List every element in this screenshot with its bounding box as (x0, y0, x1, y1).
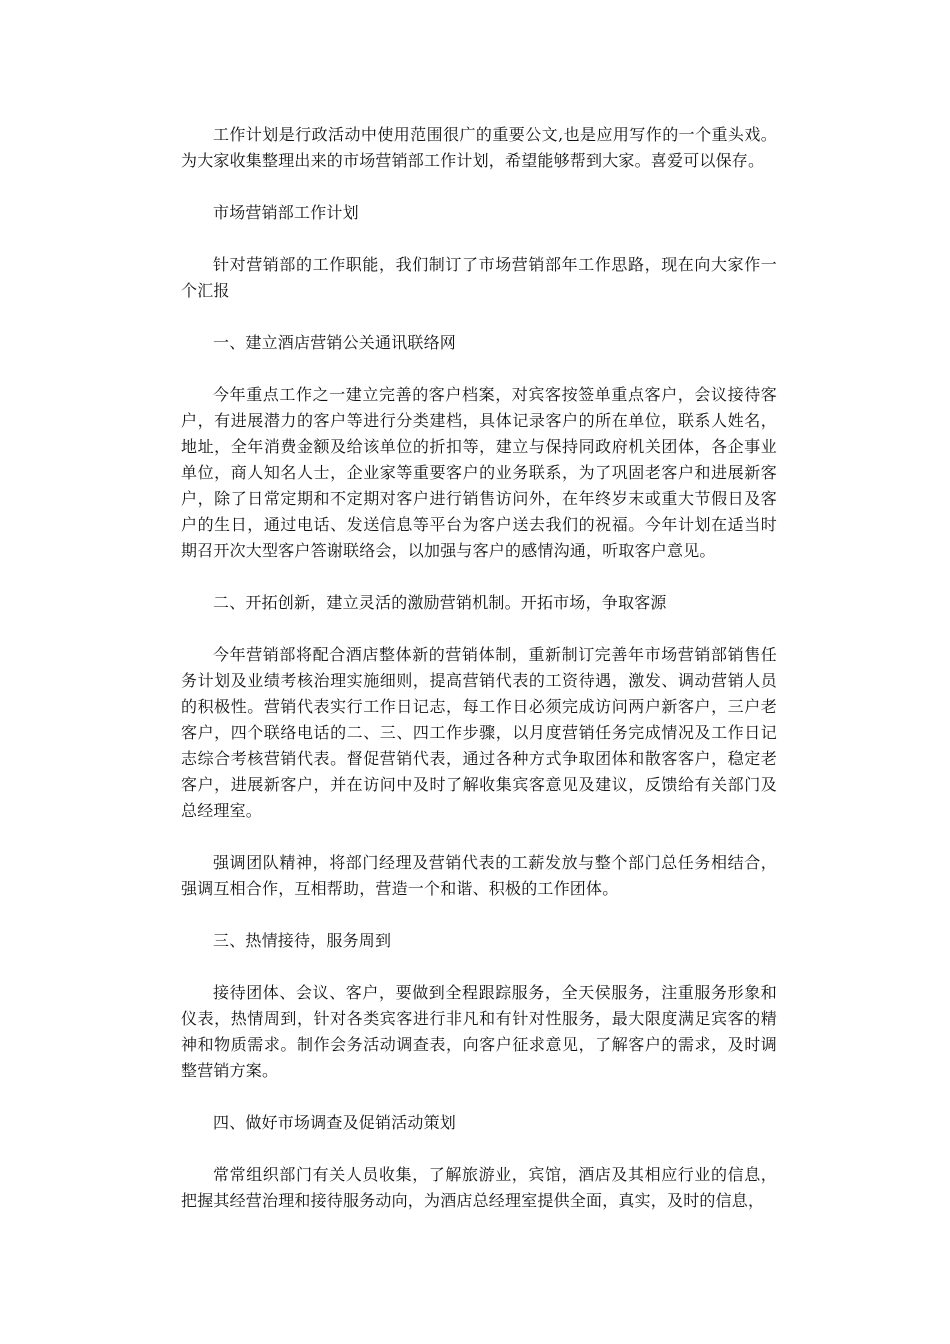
section-heading-2: 二、开拓创新，建立灵活的激励营销机制。开拓市场，争取客源 (213, 593, 667, 612)
section-2-paragraph-2: 强调团队精神，将部门经理及营销代表的工薪发放与整个部门总任务相结合，强调互相合作，互相帮助，营造一个和谐、积极的工作团体。 (181, 853, 777, 898)
section-3-paragraph: 接待团体、会议、客户，要做到全程跟踪服务，全天侯服务，注重服务形象和仪表，热情周到，针对各类宾客进行非凡和有针对性服务，最大限度满足宾客的精神和物质需求。制作会务活动调查表，向客户征求意见，了解客户的需求，及时调整营销方案。 (181, 983, 777, 1080)
document-title: 市场营销部工作计划 (213, 203, 359, 222)
summary-paragraph: 针对营销部的工作职能，我们制订了市场营销部年工作思路，现在向大家作一个汇报 (181, 255, 777, 300)
section-heading-3: 三、热情接待，服务周到 (213, 931, 392, 950)
document-body (181, 122, 777, 1240)
section-4-paragraph: 常常组织部门有关人员收集，了解旅游业，宾馆，酒店及其相应行业的信息，把握其经营治理和接待服务动向，为酒店总经理室提供全面，真实，及时的信息， (181, 1165, 777, 1210)
section-1-paragraph: 今年重点工作之一建立完善的客户档案，对宾客按签单重点客户，会议接待客户，有进展潜力的客户等进行分类建档，具体记录客户的所在单位，联系人姓名，地址，全年消费金额及给该单位的折扣等，建立与保持同政府机关团体，各企事业单位，商人知名人士，企业家等重要客户的业务联系，为了巩固老客户和进展新客户，除了日常定期和不定期对客户进行销售访问外，在年终岁末或重大节假日及客户的生日，通过电话、发送信息等平台为客户送去我们的祝福。今年计划在适当时期召开次大型客户答谢联络会，以加强与客户的感情沟通，听取客户意见。 (181, 385, 777, 560)
section-heading-1: 一、建立酒店营销公关通讯联络网 (213, 333, 457, 352)
section-2-paragraph-1: 今年营销部将配合酒店整体新的营销体制，重新制订完善年市场营销部销售任务计划及业绩考核治理实施细则，提高营销代表的工资待遇，激发、调动营销人员的积极性。营销代表实行工作日记志，每工作日必须完成访问两户新客户，三户老客户，四个联络电话的二、三、四工作步骤，以月度营销任务完成情况及工作日记志综合考核营销代表。督促营销代表，通过各种方式争取团体和散客客户，稳定老客户，进展新客户，并在访问中及时了解收集宾客意见及建议，反馈给有关部门及总经理室。 (181, 645, 777, 820)
intro-paragraph: 工作计划是行政活动中使用范围很广的重要公文,也是应用写作的一个重头戏。为大家收集整理出来的市场营销部工作计划，希望能够帮到大家。喜爱可以保存。 (181, 125, 777, 170)
section-heading-4: 四、做好市场调查及促销活动策划 (213, 1113, 457, 1132)
